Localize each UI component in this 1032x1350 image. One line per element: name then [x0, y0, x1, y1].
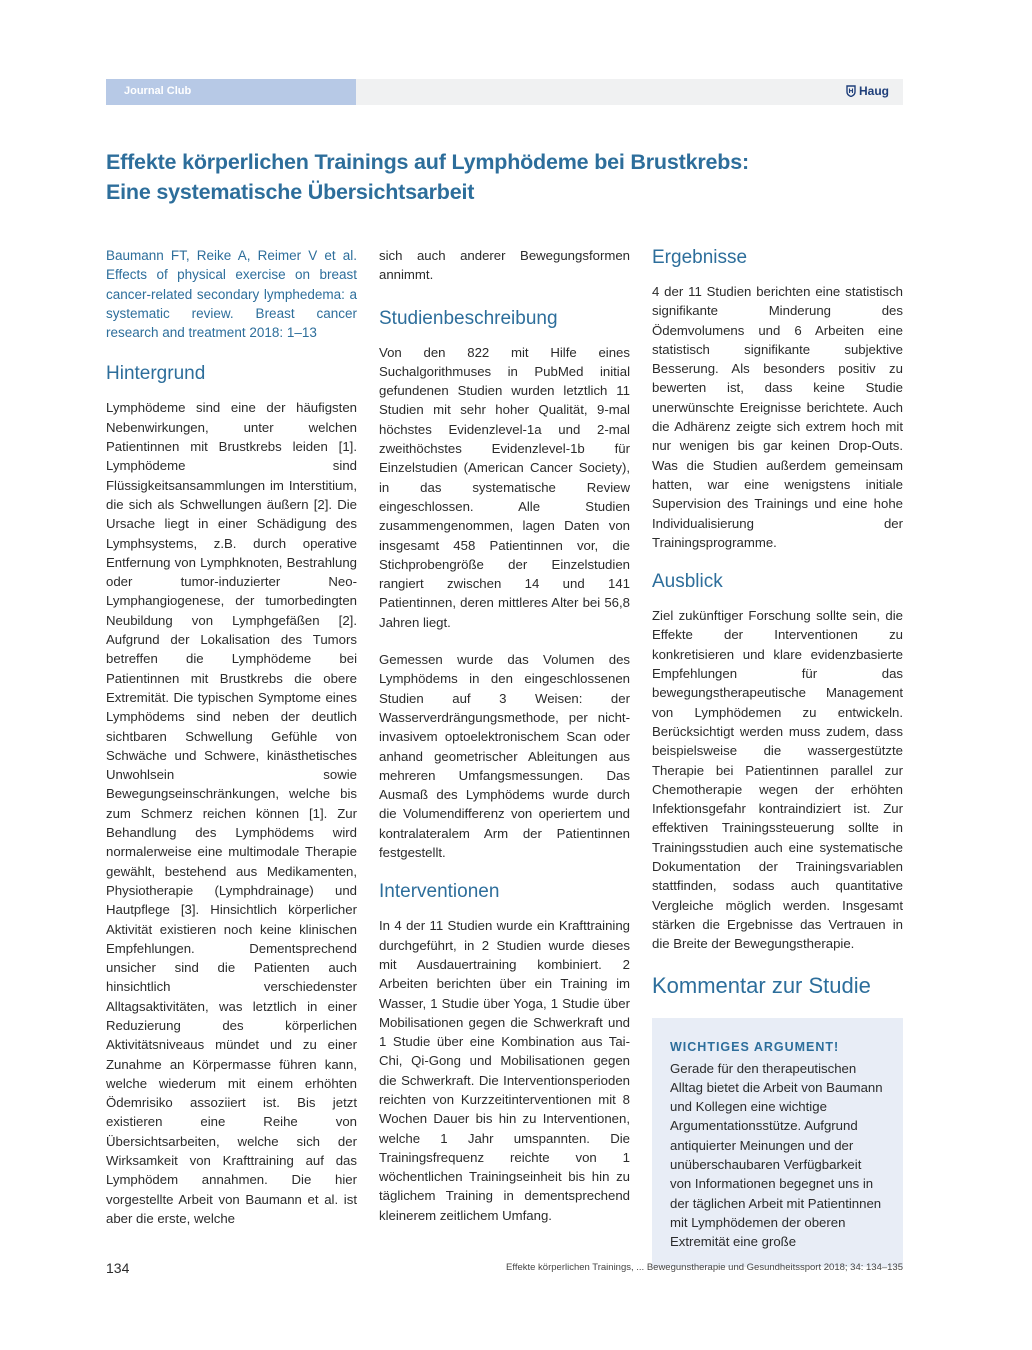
paragraph-studienbeschreibung-2: Gemessen wurde das Volumen des Lymphödems in den eingeschlossenen Studien auf 3 Weisen: der Wasserverdrängungsmethode, per nicht-invasivem optoelektronischem Scan oder anhand geometrischer Ableitungen aus mehreren Umfangsmessungen. Das Ausmaß des Lymphödems wurde durch die Volumendifferenz von operiertem und kontralateralem Arm der Patientinnen festgestellt. — [379, 652, 630, 861]
heading-ergebnisse: Ergebnisse — [652, 247, 748, 268]
paragraph-continuation: sich auch anderer Bewegungsformen annimmt. — [379, 248, 630, 283]
article-title — [106, 147, 903, 207]
heading-hintergrund: Hintergrund — [106, 363, 206, 385]
heading-ausblick: Ausblick — [652, 571, 723, 593]
heading-interventionen: Interventionen — [379, 881, 500, 903]
highlight-box — [652, 1018, 903, 1268]
column-3 — [652, 246, 903, 1267]
publisher-logo — [846, 84, 889, 98]
publisher-logo-icon — [846, 85, 856, 97]
study-reference: Baumann FT, Reike A, Reimer V et al. Effects of physical exercise on breast cancer-related secondary lymphedema: a systematic review. Breast cancer research and treatment 2018: 1–13 — [106, 248, 357, 341]
section-tab — [106, 79, 356, 105]
highlight-box-text: Gerade für den therapeutischen Alltag bietet die Arbeit von Baumann und Kollegen eine wichtige Argumentationsstütze. Aufgrund antiquierter Meinungen und der unüberschaubaren Verfügbarkeit von Informationen begegnet uns in der täglichen Arbeit mit Patientinnen mit Lymphödemen der oberen Extremität eine große — [670, 1060, 883, 1250]
paragraph-ausblick: Ziel zukünftiger Forschung sollte sein, die Effekte der Interventionen zu konkretisieren und klare evidenzbasierte Empfehlungen für das bewegungstherapeutische Management von Lymphödemen zu entwickeln. Berücksichtigt werden muss zudem, dass beispielsweise die wassergestützte Therapie bei Patientinnen parallel zur Chemotherapie wegen der erhöhten Infektionsgefahr kontraindiziert ist. Zur effektiven Trainingssteuerung sollte in Trainingsstudien auch eine systematische Dokumentation der Trainingsvariablen stattfinden, sodass auch quantitative Vergleiche möglich werden. Insgesamt stärken die Ergebnisse das Vertrauen in die Breite der Bewegungstherapie. — [652, 608, 903, 952]
paragraph-studienbeschreibung-1: Von den 822 mit Hilfe eines Suchalgorithmuses in PubMed initial gefundenen Studien wurden letztlich 11 Studien mit sehr hoher Qualität, 9-mal höchstes Evidenzlevel-1a und 2-mal zweithöchstes Evidenzlevel-1b für Einzelstudien (American Cancer Society), in das systematische Review eingeschlossen. Alle Studien zusammengenommen, lagen Daten von insgesamt 458 Patientinnen vor, die Stichprobengröße der Einzelstudien rangiert zwischen 14 und 141 Patientinnen, deren mittleres Alter bei 56,8 Jahren liegt. — [379, 344, 630, 630]
page-number: 134 — [106, 1260, 130, 1276]
title-line-2: Eine systematische Übersichtsarbeit — [106, 180, 475, 204]
heading-studienbeschreibung: Studienbeschreibung — [379, 307, 558, 329]
title-line-1: Effekte körperlichen Trainings auf Lymphödeme bei Brustkrebs: — [106, 150, 749, 174]
paragraph-ergebnisse: 4 der 11 Studien berichten eine statistisch signifikante Minderung des Ödemvolumens und 6 Arbeiten eine statistisch signifikante subjektive Besserung. Als besonders positiv zu bewerten ist, dass keine Studie unerwünschte Ereignisse berichtete. Auch die Adhärenz zeigte sich extrem hoch mit nur wenigen bis gar keinen Drop-Outs. Was die Studien außerdem gemeinsam hatten, war eine wenigstens initiale Supervision des Trainings und eine hohe Individualisierung der Trainingsprogramme. — [652, 284, 903, 550]
publisher-name: Haug — [859, 84, 889, 98]
section-label: Journal Club — [124, 85, 192, 97]
heading-kommentar: Kommentar zur Studie — [652, 972, 871, 998]
paragraph-interventionen: In 4 der 11 Studien wurde ein Krafttraining durchgeführt, in 2 Studien wurde dieses mit Ausdauertraining kombiniert. 2 Arbeiten berichten über ein Training im Wasser, 1 Studie über Yoga, 1 Studie über Mobilisationen gegen die Schwerkraft und 1 Studie über eine Kombination aus Tai-Chi, Qi-Gong und Mobilisationen gegen die Schwerkraft. Die Interventionsperioden reichten von Kurzzeitinterventionen mit 8 Wochen Dauer bis hin zu Interventionen, welche 1 Jahr umspannten. Die Trainingsfrequenz reichte von 1 wöchentlichen Trainingseinheit bis hin zu täglichem Training in dementsprechend kleinerem zeitlichem Umfang. — [379, 918, 630, 1223]
running-header — [106, 79, 903, 105]
column-2 — [379, 246, 630, 1243]
column-1 — [106, 246, 357, 1246]
footer-citation: Effekte körperlichen Trainings, ... Bewegunstherapie und Gesundheitssport 2018; 34: 134–135 — [506, 1262, 903, 1273]
highlight-box-title: WICHTIGES ARGUMENT! — [670, 1039, 840, 1054]
paragraph-hintergrund: Lymphödeme sind eine der häufigsten Nebenwirkungen, unter welchen Patientinnen mit Brustkrebs leiden [1]. Lymphödeme sind Flüssigkeitsansammlungen im Interstitium, die sich als Schwellungen äußern [2]. Die Ursache liegt in einer Schädigung des Lymphsystems, z.B. durch operative Entfernung von Lymphknoten, Bestrahlung oder tumor-induzierter Neo-Lymphangiogenese, der tumorbedingten Neubildung von Lymphgefäßen [2]. Aufgrund der Lokalisation des Tumors betreffen die Lymphödeme bei Patientinnen mit Brustkrebs die obere Extremität. Die typischen Symptome eines Lymphödems sind neben der deutlich sichtbaren Schwellung Gefühle von Schwäche und Schwere, kinästhetisches Unwohlsein sowie Bewegungseinschränkungen, welche bis zum Schmerz reichen können [1]. Zur Behandlung des Lymphödems wird normalerweise eine multimodale Therapie gewählt, bestehend aus Medikamenten, Physiotherapie (Lymphdrainage) und Hautpflege [3]. Hinsichtlich körperlicher Aktivität existieren noch keine klinischen Empfehlungen. Dementsprechend unsicher sind die Patienten auch hinsichtlich verschiedenster Alltagsaktivitäten, was letztlich in einer Reduzierung des körperlichen Aktivitätsniveaus mündet und zu einer Zunahme an Körpermasse führen kann, welche wiederum mit einem erhöhten Ödemrisiko assoziiert ist. Bis jetzt existieren eine Reihe von Übersichtsarbeiten, welche sich der Wirksamkeit von Krafttraining auf das Lymphödem annahmen. Die hier vorgestellte Arbeit von Baumann et al. ist aber die erste, welche — [106, 400, 357, 1226]
